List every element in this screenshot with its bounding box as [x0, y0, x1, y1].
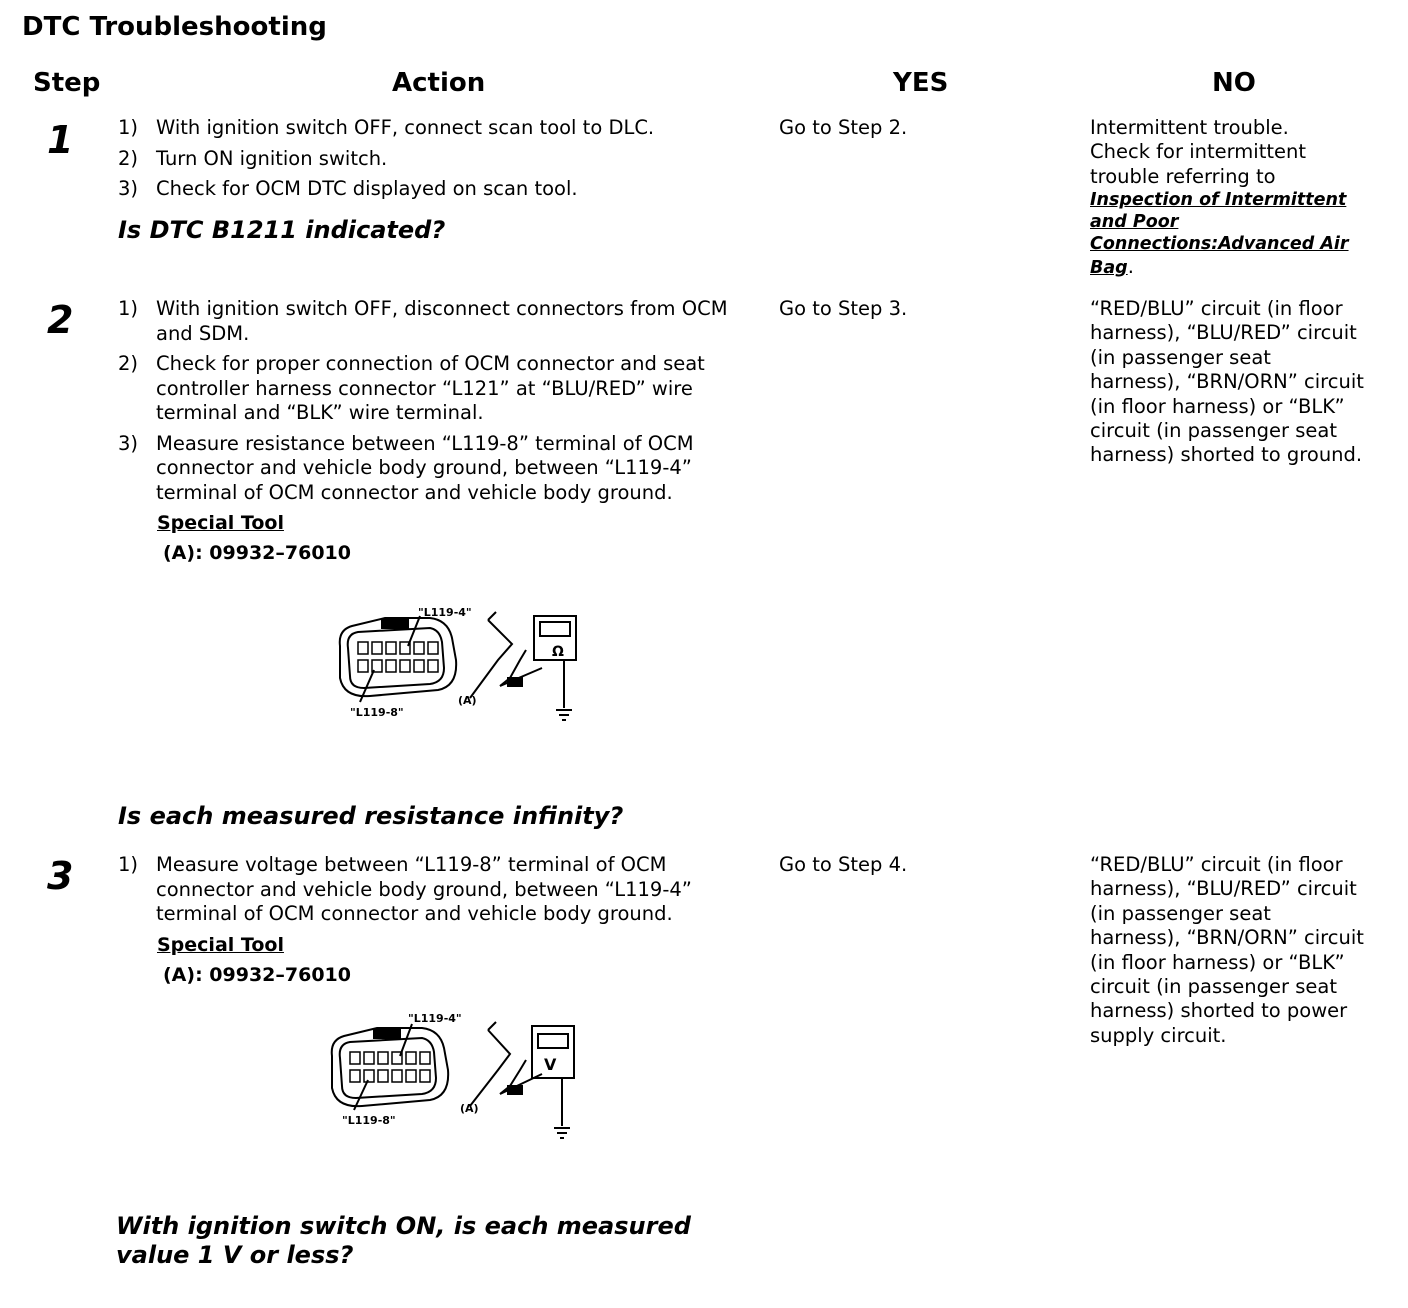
- no-line: (in passenger seat: [1090, 901, 1271, 925]
- no-result: [1090, 116, 1390, 280]
- special-tool-title: Special Tool: [157, 934, 284, 956]
- no-line: “RED/BLU” circuit (in floor: [1090, 297, 1343, 320]
- no-result: [1090, 297, 1390, 468]
- no-line: circuit (in passenger seat: [1090, 419, 1337, 443]
- action-number: 1): [118, 116, 139, 139]
- meter-symbol: Ω: [552, 644, 564, 660]
- terminal-label-l119-4: "L119-4": [408, 1012, 462, 1025]
- step-question: [116, 1212, 691, 1270]
- action-item: [118, 116, 758, 141]
- link-suffix: .: [1127, 255, 1134, 279]
- header-action: Action: [392, 68, 486, 98]
- action-list: [118, 297, 750, 511]
- no-line: supply circuit.: [1090, 1023, 1227, 1047]
- action-item: [118, 147, 758, 172]
- action-text: With ignition switch OFF, disconnect connectors from OCM and SDM.: [156, 297, 728, 345]
- action-number: 3): [118, 431, 139, 455]
- no-line: harness) shorted to power: [1090, 999, 1348, 1023]
- action-number: 3): [118, 177, 139, 200]
- action-text: Check for proper connection of OCM connector and seat controller harness connector “L121” at “BLU/RED” wire terminal and “BLK” wire terminal.: [156, 352, 705, 424]
- action-number: 2): [118, 352, 139, 375]
- tool-label-a: (A): [458, 694, 477, 707]
- question-line: value 1 V or less?: [116, 1241, 354, 1269]
- inspection-link[interactable]: Inspection of Intermittent: [1090, 190, 1347, 211]
- action-text: Measure resistance between “L119-8” terminal of OCM connector and vehicle body ground, between “L119-4” terminal of OCM connector and vehicle body ground.: [156, 431, 694, 504]
- no-line: harness), “BRN/ORN” circuit: [1090, 926, 1364, 950]
- no-line: Check for intermittent: [1090, 140, 1306, 164]
- special-tool-title: Special Tool: [157, 512, 284, 534]
- yes-result: Go to Step 4.: [779, 853, 908, 876]
- tool-label-a: (A): [460, 1102, 479, 1115]
- step-question: Is DTC B1211 indicated?: [118, 216, 446, 244]
- step-number: 1: [47, 118, 74, 162]
- header-no: NO: [1212, 68, 1256, 98]
- no-line: harness), “BLU/RED” circuit: [1090, 321, 1357, 345]
- terminal-label-l119-8: "L119-8": [342, 1114, 396, 1127]
- page-title: DTC Troubleshooting: [22, 12, 327, 42]
- no-line: (in passenger seat: [1090, 345, 1271, 369]
- action-text: With ignition switch OFF, connect scan tool to DLC.: [156, 116, 655, 139]
- action-text: Measure voltage between “L119-8” terminal of OCM connector and vehicle body ground, between “L119-4” terminal of OCM connector and vehicle body ground.: [156, 853, 692, 925]
- header-step: Step: [33, 68, 101, 98]
- action-text: Check for OCM DTC displayed on scan tool.: [156, 177, 578, 200]
- question-line: With ignition switch ON, is each measured: [116, 1212, 691, 1240]
- header-yes: YES: [893, 68, 949, 98]
- special-tool-value: (A): 09932–76010: [163, 964, 351, 986]
- action-list: [118, 116, 758, 208]
- no-line: harness), “BRN/ORN” circuit: [1090, 370, 1364, 394]
- action-number: 1): [118, 297, 139, 320]
- inspection-link[interactable]: Bag: [1090, 258, 1128, 279]
- action-item: [118, 432, 750, 506]
- resistance-measurement-diagram: [330, 598, 590, 733]
- no-line: harness), “BLU/RED” circuit: [1090, 877, 1357, 901]
- voltage-measurement-diagram: [322, 1008, 590, 1143]
- yes-result: Go to Step 3.: [779, 297, 908, 320]
- action-text: Turn ON ignition switch.: [156, 146, 388, 170]
- terminal-label-l119-4: "L119-4": [418, 606, 472, 619]
- no-line: (in floor harness) or “BLK”: [1090, 394, 1345, 418]
- action-number: 1): [118, 853, 139, 876]
- step-number: 2: [47, 298, 74, 342]
- inspection-link[interactable]: Connections:Advanced Air: [1090, 234, 1349, 255]
- terminal-label-l119-8: "L119-8": [350, 706, 404, 719]
- no-line: harness) shorted to ground.: [1090, 443, 1363, 467]
- inspection-link[interactable]: and Poor: [1090, 212, 1179, 233]
- no-line: (in floor harness) or “BLK”: [1090, 950, 1345, 974]
- step-question: Is each measured resistance infinity?: [118, 802, 624, 830]
- action-item: [118, 297, 750, 346]
- special-tool-value: (A): 09932–76010: [163, 542, 351, 564]
- no-line: circuit (in passenger seat: [1090, 975, 1337, 999]
- step-number: 3: [47, 854, 74, 898]
- no-line: “RED/BLU” circuit (in floor: [1090, 853, 1343, 876]
- no-line: Intermittent trouble.: [1090, 116, 1289, 139]
- no-result: [1090, 853, 1390, 1048]
- action-item: [118, 853, 750, 927]
- action-number: 2): [118, 146, 139, 170]
- meter-symbol: V: [544, 1055, 557, 1074]
- yes-result: Go to Step 2.: [779, 116, 908, 139]
- action-item: [118, 177, 758, 202]
- action-item: [118, 352, 750, 426]
- action-list: [118, 853, 750, 933]
- no-line: trouble referring to: [1090, 164, 1276, 188]
